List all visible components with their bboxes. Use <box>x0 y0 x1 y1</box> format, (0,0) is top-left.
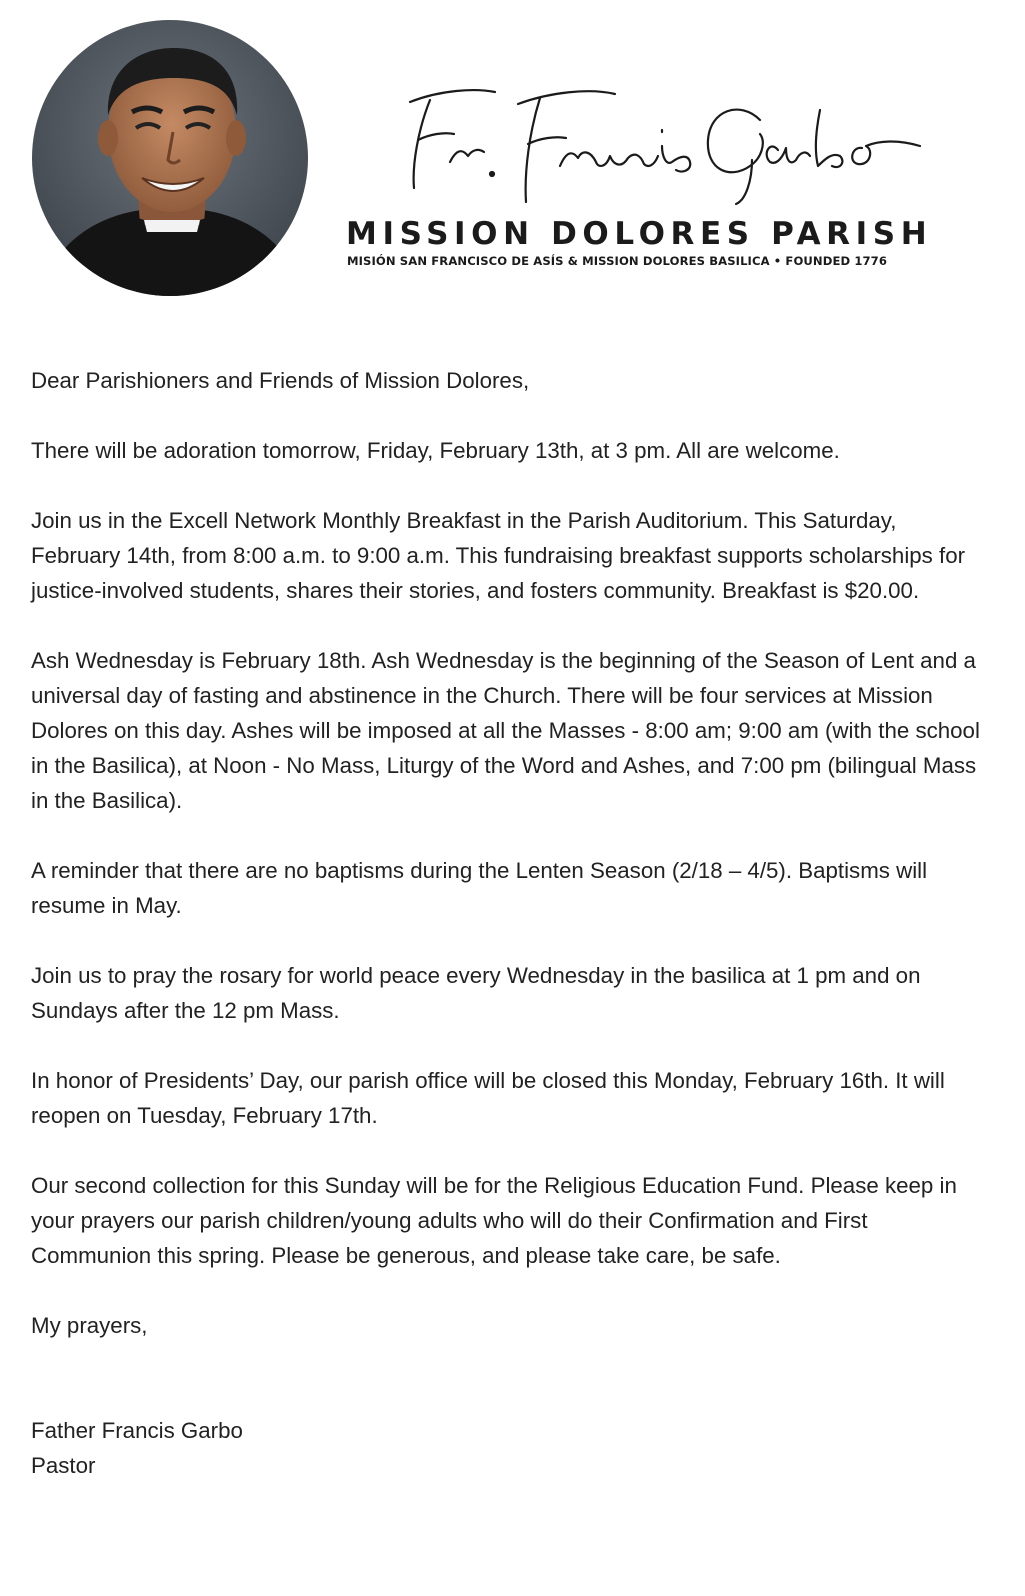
parish-name: MISSION DOLORES PARISH <box>346 216 933 252</box>
signature-block <box>31 1413 991 1483</box>
letter-closing: My prayers, <box>31 1313 148 1338</box>
letter-paragraph-presidents-day: In honor of Presidents’ Day, our parish office will be closed this Monday, February 16th. It will reopen on Tuesday, February 17th. <box>31 1068 945 1128</box>
pastor-portrait <box>32 20 308 296</box>
letter-body <box>31 363 991 1483</box>
signer-name: Father Francis Garbo <box>31 1418 243 1443</box>
letter-paragraph-rosary: Join us to pray the rosary for world peace every Wednesday in the basilica at 1 pm and on Sundays after the 12 pm Mass. <box>31 963 921 1023</box>
letter-paragraph-second-collection: Our second collection for this Sunday will be for the Religious Education Fund. Please keep in your prayers our parish children/young adults who will do their Confirmation and First Communion this spring. Please be generous, and please take care, be safe. <box>31 1173 957 1268</box>
letter-header <box>0 0 1025 320</box>
letter-paragraph-baptisms: A reminder that there are no baptisms during the Lenten Season (2/18 – 4/5). Baptisms will resume in May. <box>31 858 928 918</box>
signer-title: Pastor <box>31 1453 96 1478</box>
signature-script <box>400 70 940 210</box>
letter-paragraph-breakfast: Join us in the Excell Network Monthly Breakfast in the Parish Auditorium. This Saturday, February 14th, from 8:00 a.m. to 9:00 a.m. This fundraising breakfast supports scholarships for justice-involved students, shares their stories, and fosters community. Breakfast is $20.00. <box>31 508 966 603</box>
letter-greeting: Dear Parishioners and Friends of Mission Dolores, <box>31 368 530 393</box>
letter-paragraph-adoration: There will be adoration tomorrow, Friday, February 13th, at 3 pm. All are welcome. <box>31 438 840 463</box>
signature-image <box>400 70 940 210</box>
letter-paragraph-ash-wednesday: Ash Wednesday is February 18th. Ash Wednesday is the beginning of the Season of Lent and a universal day of fasting and abstinence in the Church. There will be four services at Mission Dolores on this day. Ashes will be imposed at all the Masses - 8:00 am; 9:00 am (with the school in the Basilica), at Noon - No Mass, Liturgy of the Word and Ashes, and 7:00 pm (bilingual Mass in the Basilica). <box>31 648 980 813</box>
parish-subtitle: MISIÓN SAN FRANCISCO DE ASÍS & MISSION DOLORES BASILICA • FOUNDED 1776 <box>347 254 887 268</box>
